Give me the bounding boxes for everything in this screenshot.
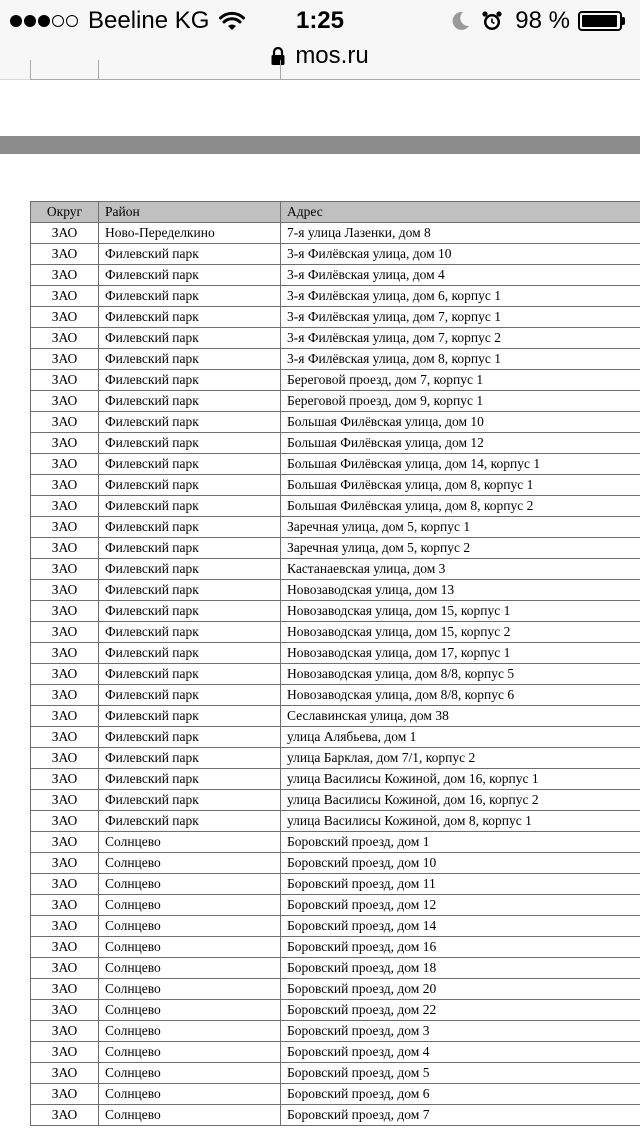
cell-adres: 3-я Филёвская улица, дом 8, корпус 1 <box>281 349 640 370</box>
cell-okrug: ЗАО <box>31 937 99 958</box>
table-row <box>31 811 640 832</box>
table-row <box>31 853 640 874</box>
cell-adres: Боровский проезд, дом 5 <box>281 1063 640 1084</box>
table-body <box>31 223 640 1126</box>
cell-okrug: ЗАО <box>31 538 99 559</box>
previous-table-edge <box>30 60 640 80</box>
cell-adres: Боровский проезд, дом 14 <box>281 916 640 937</box>
cell-okrug: ЗАО <box>31 706 99 727</box>
table-row <box>31 517 640 538</box>
cell-okrug: ЗАО <box>31 979 99 1000</box>
cell-rayon: Филевский парк <box>99 412 281 433</box>
battery-body <box>578 11 622 31</box>
carrier-name: Beeline KG <box>88 7 210 34</box>
cell-okrug: ЗАО <box>31 790 99 811</box>
cell-okrug: ЗАО <box>31 727 99 748</box>
cell-rayon: Филевский парк <box>99 265 281 286</box>
cell-adres: Большая Филёвская улица, дом 8, корпус 1 <box>281 475 640 496</box>
cell-rayon: Солнцево <box>99 895 281 916</box>
cell-rayon: Филевский парк <box>99 496 281 517</box>
cell-okrug: ЗАО <box>31 916 99 937</box>
table-row <box>31 769 640 790</box>
cell-adres: Новозаводская улица, дом 15, корпус 1 <box>281 601 640 622</box>
cell-adres: Большая Филёвская улица, дом 14, корпус 1 <box>281 454 640 475</box>
previous-table-divider <box>98 60 99 79</box>
table-row <box>31 1021 640 1042</box>
cell-rayon: Солнцево <box>99 1105 281 1126</box>
table-row <box>31 244 640 265</box>
alarm-icon <box>481 10 503 32</box>
table-row <box>31 895 640 916</box>
cell-adres: Боровский проезд, дом 11 <box>281 874 640 895</box>
cell-okrug: ЗАО <box>31 223 99 244</box>
table-row <box>31 1042 640 1063</box>
cell-adres: Боровский проезд, дом 7 <box>281 1105 640 1126</box>
cell-rayon: Филевский парк <box>99 706 281 727</box>
table-row <box>31 559 640 580</box>
battery-tip <box>622 17 625 25</box>
cell-rayon: Филевский парк <box>99 580 281 601</box>
table-row <box>31 1063 640 1084</box>
cell-rayon: Филевский парк <box>99 517 281 538</box>
cell-adres: Боровский проезд, дом 18 <box>281 958 640 979</box>
cell-okrug: ЗАО <box>31 328 99 349</box>
table-row <box>31 454 640 475</box>
cell-rayon: Филевский парк <box>99 811 281 832</box>
address-table-container <box>30 201 640 1126</box>
cell-rayon: Филевский парк <box>99 538 281 559</box>
cell-rayon: Филевский парк <box>99 244 281 265</box>
cell-okrug: ЗАО <box>31 1084 99 1105</box>
cell-rayon: Филевский парк <box>99 370 281 391</box>
table-row <box>31 664 640 685</box>
cell-adres: Новозаводская улица, дом 13 <box>281 580 640 601</box>
cell-rayon: Филевский парк <box>99 286 281 307</box>
cell-adres: Боровский проезд, дом 6 <box>281 1084 640 1105</box>
cell-adres: Большая Филёвская улица, дом 10 <box>281 412 640 433</box>
cell-rayon: Ново-Переделкино <box>99 223 281 244</box>
cell-okrug: ЗАО <box>31 307 99 328</box>
cell-rayon: Филевский парк <box>99 664 281 685</box>
cell-okrug: ЗАО <box>31 1105 99 1126</box>
cell-rayon: Солнцево <box>99 1042 281 1063</box>
cell-rayon: Филевский парк <box>99 349 281 370</box>
cell-adres: улица Барклая, дом 7/1, корпус 2 <box>281 748 640 769</box>
cell-rayon: Филевский парк <box>99 727 281 748</box>
table-row <box>31 286 640 307</box>
table-row <box>31 349 640 370</box>
cell-adres: Кастанаевская улица, дом 3 <box>281 559 640 580</box>
table-row <box>31 580 640 601</box>
table-row <box>31 832 640 853</box>
cell-rayon: Солнцево <box>99 916 281 937</box>
cell-adres: Боровский проезд, дом 20 <box>281 979 640 1000</box>
table-row <box>31 328 640 349</box>
table-row <box>31 643 640 664</box>
cell-adres: Новозаводская улица, дом 8/8, корпус 5 <box>281 664 640 685</box>
cell-okrug: ЗАО <box>31 811 99 832</box>
table-row <box>31 223 640 244</box>
cell-rayon: Филевский парк <box>99 433 281 454</box>
table-row <box>31 433 640 454</box>
cell-adres: Сеславинская улица, дом 38 <box>281 706 640 727</box>
cell-adres: Новозаводская улица, дом 15, корпус 2 <box>281 622 640 643</box>
table-row <box>31 748 640 769</box>
cell-adres: Боровский проезд, дом 1 <box>281 832 640 853</box>
header-okrug: Округ <box>31 202 99 223</box>
table-row <box>31 916 640 937</box>
cell-adres: улица Василисы Кожиной, дом 8, корпус 1 <box>281 811 640 832</box>
table-row <box>31 958 640 979</box>
table-row <box>31 538 640 559</box>
table-row <box>31 307 640 328</box>
cell-adres: Заречная улица, дом 5, корпус 2 <box>281 538 640 559</box>
cell-adres: 7-я улица Лазенки, дом 8 <box>281 223 640 244</box>
table-row <box>31 790 640 811</box>
table-row <box>31 937 640 958</box>
cell-okrug: ЗАО <box>31 601 99 622</box>
cell-rayon: Филевский парк <box>99 307 281 328</box>
cell-adres: Новозаводская улица, дом 8/8, корпус 6 <box>281 685 640 706</box>
cell-okrug: ЗАО <box>31 475 99 496</box>
table-row <box>31 706 640 727</box>
cell-adres: Боровский проезд, дом 12 <box>281 895 640 916</box>
header-rayon: Район <box>99 202 281 223</box>
status-clock: 1:25 <box>295 7 345 34</box>
cell-rayon: Солнцево <box>99 979 281 1000</box>
cell-adres: Заречная улица, дом 5, корпус 1 <box>281 517 640 538</box>
previous-table-divider <box>280 60 281 79</box>
table-row <box>31 475 640 496</box>
battery-fill <box>582 15 617 27</box>
table-row <box>31 265 640 286</box>
cell-okrug: ЗАО <box>31 433 99 454</box>
section-divider-band <box>0 136 640 154</box>
cell-adres: 3-я Филёвская улица, дом 7, корпус 2 <box>281 328 640 349</box>
table-row <box>31 1084 640 1105</box>
cell-okrug: ЗАО <box>31 370 99 391</box>
cell-rayon: Филевский парк <box>99 559 281 580</box>
table-row <box>31 685 640 706</box>
cell-okrug: ЗАО <box>31 874 99 895</box>
cell-rayon: Солнцево <box>99 832 281 853</box>
cell-adres: Большая Филёвская улица, дом 12 <box>281 433 640 454</box>
table-row <box>31 391 640 412</box>
table-row <box>31 979 640 1000</box>
moon-icon <box>449 10 471 32</box>
cell-rayon: Филевский парк <box>99 643 281 664</box>
cell-rayon: Солнцево <box>99 1063 281 1084</box>
cell-rayon: Филевский парк <box>99 454 281 475</box>
browser-chrome <box>0 0 640 80</box>
cell-okrug: ЗАО <box>31 412 99 433</box>
cell-adres: Новозаводская улица, дом 17, корпус 1 <box>281 643 640 664</box>
cell-adres: 3-я Филёвская улица, дом 10 <box>281 244 640 265</box>
cell-rayon: Филевский парк <box>99 769 281 790</box>
url-text[interactable]: mos.ru <box>295 42 369 69</box>
cell-rayon: Филевский парк <box>99 328 281 349</box>
battery-icon <box>578 10 628 32</box>
cell-okrug: ЗАО <box>31 1042 99 1063</box>
cell-okrug: ЗАО <box>31 391 99 412</box>
table-row <box>31 496 640 517</box>
cell-rayon: Филевский парк <box>99 391 281 412</box>
table-row <box>31 1105 640 1126</box>
cell-rayon: Филевский парк <box>99 790 281 811</box>
cell-okrug: ЗАО <box>31 559 99 580</box>
cell-rayon: Филевский парк <box>99 475 281 496</box>
table-row <box>31 727 640 748</box>
cell-adres: Боровский проезд, дом 10 <box>281 853 640 874</box>
cell-adres: Береговой проезд, дом 7, корпус 1 <box>281 370 640 391</box>
table-row <box>31 601 640 622</box>
cell-rayon: Солнцево <box>99 958 281 979</box>
cell-okrug: ЗАО <box>31 1021 99 1042</box>
cell-rayon: Солнцево <box>99 937 281 958</box>
cell-rayon: Филевский парк <box>99 748 281 769</box>
battery-percent: 98 % <box>515 7 570 34</box>
cell-adres: 3-я Филёвская улица, дом 4 <box>281 265 640 286</box>
status-bar <box>0 0 640 40</box>
table-header-row <box>31 202 640 223</box>
cell-rayon: Филевский парк <box>99 601 281 622</box>
cell-okrug: ЗАО <box>31 244 99 265</box>
cell-adres: улица Василисы Кожиной, дом 16, корпус 1 <box>281 769 640 790</box>
cell-adres: Боровский проезд, дом 22 <box>281 1000 640 1021</box>
table-row <box>31 412 640 433</box>
cell-adres: Боровский проезд, дом 16 <box>281 937 640 958</box>
cell-rayon: Филевский парк <box>99 622 281 643</box>
cell-rayon: Солнцево <box>99 874 281 895</box>
cell-okrug: ЗАО <box>31 895 99 916</box>
cell-okrug: ЗАО <box>31 685 99 706</box>
cell-okrug: ЗАО <box>31 265 99 286</box>
cell-rayon: Солнцево <box>99 1021 281 1042</box>
cell-adres: 3-я Филёвская улица, дом 6, корпус 1 <box>281 286 640 307</box>
cell-okrug: ЗАО <box>31 496 99 517</box>
cell-okrug: ЗАО <box>31 832 99 853</box>
cell-adres: улица Алябьева, дом 1 <box>281 727 640 748</box>
table-row <box>31 1000 640 1021</box>
cell-adres: Береговой проезд, дом 9, корпус 1 <box>281 391 640 412</box>
cell-okrug: ЗАО <box>31 1000 99 1021</box>
cell-okrug: ЗАО <box>31 580 99 601</box>
cell-okrug: ЗАО <box>31 853 99 874</box>
cell-okrug: ЗАО <box>31 769 99 790</box>
cell-rayon: Солнцево <box>99 1000 281 1021</box>
cell-rayon: Солнцево <box>99 853 281 874</box>
cell-okrug: ЗАО <box>31 958 99 979</box>
cell-adres: Боровский проезд, дом 3 <box>281 1021 640 1042</box>
cell-okrug: ЗАО <box>31 517 99 538</box>
cell-okrug: ЗАО <box>31 286 99 307</box>
cell-okrug: ЗАО <box>31 1063 99 1084</box>
cell-okrug: ЗАО <box>31 748 99 769</box>
table-row <box>31 370 640 391</box>
cell-okrug: ЗАО <box>31 622 99 643</box>
cell-rayon: Филевский парк <box>99 685 281 706</box>
cell-okrug: ЗАО <box>31 664 99 685</box>
cell-adres: Боровский проезд, дом 4 <box>281 1042 640 1063</box>
cell-okrug: ЗАО <box>31 454 99 475</box>
cell-okrug: ЗАО <box>31 643 99 664</box>
header-adres: Адрес <box>281 202 640 223</box>
cell-adres: улица Василисы Кожиной, дом 16, корпус 2 <box>281 790 640 811</box>
table-row <box>31 874 640 895</box>
cell-adres: Большая Филёвская улица, дом 8, корпус 2 <box>281 496 640 517</box>
address-table <box>30 201 640 1126</box>
status-right <box>449 6 628 36</box>
cell-rayon: Солнцево <box>99 1084 281 1105</box>
table-row <box>31 622 640 643</box>
cell-okrug: ЗАО <box>31 349 99 370</box>
cell-adres: 3-я Филёвская улица, дом 7, корпус 1 <box>281 307 640 328</box>
